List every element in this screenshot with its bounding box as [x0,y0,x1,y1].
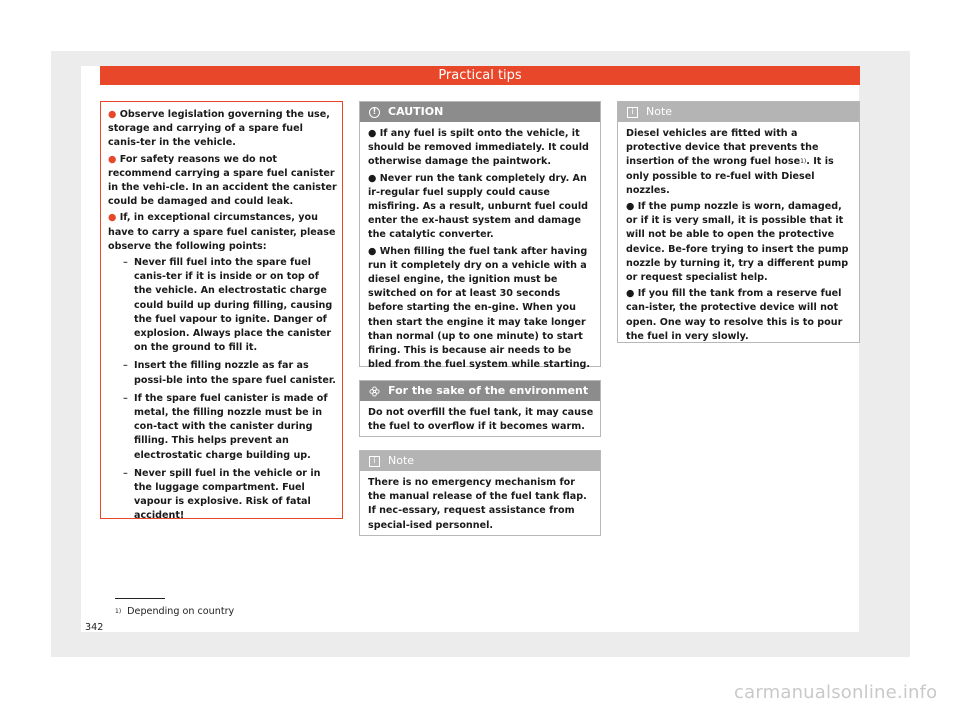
environment-text: Do not overfill the fuel tank, it may cause the fuel to overflow if it becomes warm. [368,407,594,433]
warning-box [100,101,343,522]
section-header [100,66,860,85]
warning-bullet: ● If, in exceptional circumstances, you have to carry a spare fuel canister, please observe the following points: [108,212,336,252]
environment-title: For the sake of the environment [388,384,589,397]
warning-sub-item: – Never spill fuel in the vehicle or in the luggage compartment. Fuel vapour is explosive. Risk of fatal accident! [108,467,338,524]
note-title: Note [646,105,673,118]
note-title: Note [388,454,415,467]
info-icon: i [369,456,380,467]
caution-bullet: ● When filling the fuel tank after having run it completely dry on a vehicle with a diesel engine, the ignition must be switched on for at least 30 seconds before starting the en-gine. When you then start the engine it may take longer than normal (up to one minute) to start firing. This is because air needs to be bled from the fuel system while starting. [368,245,591,371]
footnote-rule [115,598,165,599]
page-number: 342 [85,622,104,633]
bullet-dot-icon: ● [108,153,117,165]
note-bullet: ● If you fill the tank from a reserve fuel can-ister, the protective device will not open. One way to resolve this is to pour the fuel in very slowly. [626,288,843,342]
note-intro: Diesel vehicles are fitted with a protective device that prevents the insertion of the wrong fuel hose$^{1)}$. It is only possible to re-fuel with Diesel nozzles. [626,128,834,196]
footnote-ref: 1) [800,158,807,166]
note-header [360,451,600,471]
warning-sub-item: – Never fill fuel into the spare fuel canis-ter if it is inside or on top of the vehicle. An electrostatic charge could build up during filling, causing the fuel vapour to ignite. Danger of explosion. Always place the canister on the ground to fill it. [108,256,338,355]
bullet-dot-icon: ● [108,212,117,224]
note-box-diesel [617,101,860,343]
warning-bullet: ● For safety reasons we do not recommend carrying a spare fuel canister in the vehi-cle. In an accident the canister could be damaged and could leak. [108,153,337,208]
caution-bullet: ● Never run the tank completely dry. An ir-regular fuel supply could cause misfiring. As a result, unburnt fuel could enter the ex-haust system and damage the catalytic converter. [368,172,588,241]
exclamation-icon: ! [369,107,380,118]
flower-icon [369,386,380,397]
environment-box [359,380,601,437]
watermark: carmanualsonline.info [734,682,938,703]
info-icon: i [627,107,638,118]
environment-header [360,381,600,401]
note-header [618,102,859,122]
caution-bullet: ● If any fuel is spilt onto the vehicle, it should be removed immediately. It could otherwise damage the paintwork. [368,128,589,168]
note-bullet: ● If the pump nozzle is worn, damaged, or if it is very small, it is possible that it will not be able to open the protective device. Be-fore trying to insert the pump nozzle by turning it, try a different pump or request specialist help. [626,201,849,284]
caution-header [360,102,600,122]
footnote-marker: 1) [115,608,122,615]
bullet-dot-icon: ● [108,109,117,120]
footnote-text: Depending on country [127,606,235,617]
warning-sub-item: – If the spare fuel canister is made of metal, the filling nozzle must be in con-tact with the canister during filling. This helps prevent an electrostatic charge building up. [108,392,338,463]
note-box [359,450,601,536]
caution-box [359,101,601,371]
note-text: There is no emergency mechanism for the manual release of the fuel tank flap. If nec-essary, request assistance from special-ised personnel. [368,477,587,531]
warning-bullet: ● Observe legislation governing the use, storage and carrying of a spare fuel canis-ter in the vehicle. [108,109,330,149]
warning-sub-item: – Insert the filling nozzle as far as possi-ble into the spare fuel canister. [108,359,338,387]
section-title: Practical tips [438,68,522,83]
caution-title: CAUTION [388,105,444,118]
footnote [115,606,234,618]
